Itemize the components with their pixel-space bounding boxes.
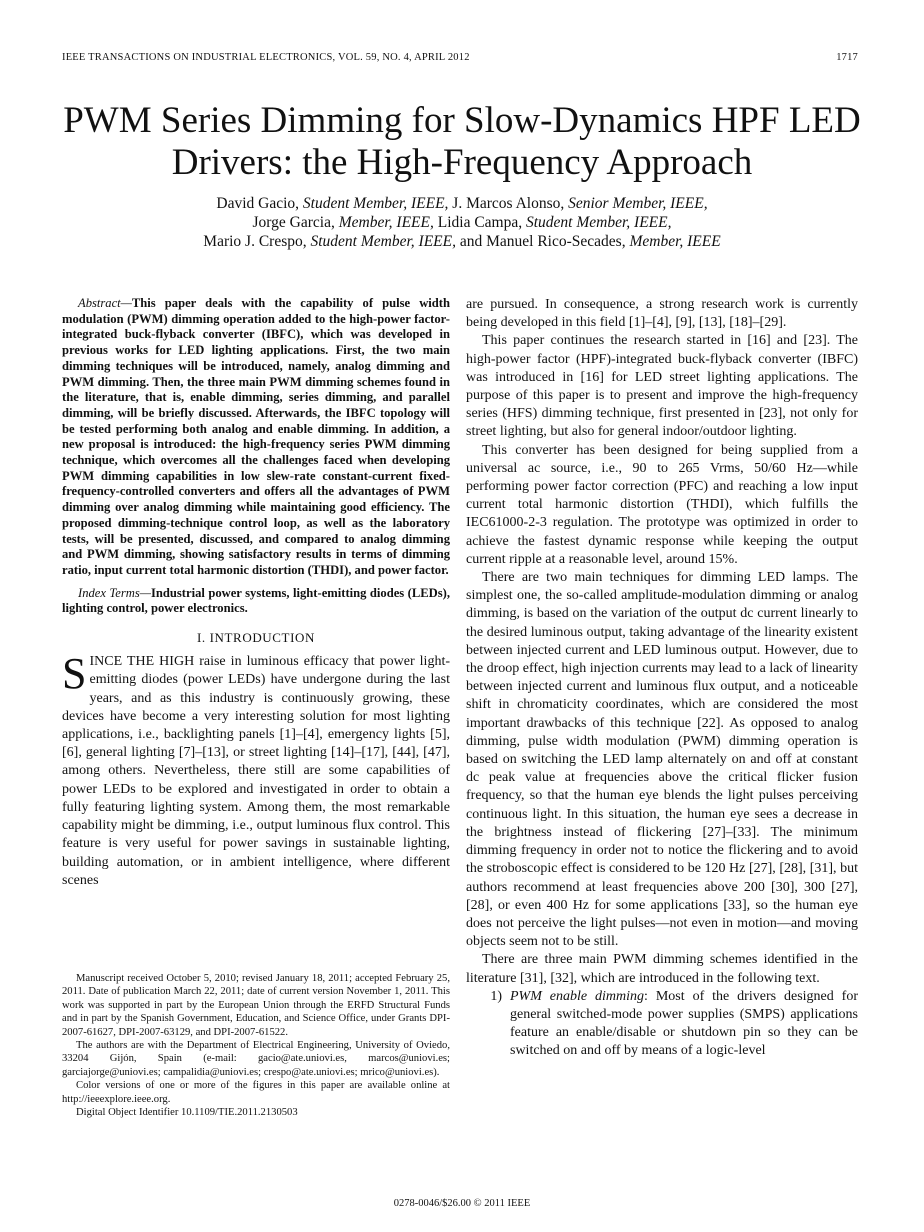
page-number: 1717 bbox=[836, 52, 858, 63]
footnote-affiliation: The authors are with the Department of Electrical Engineering, University of Oviedo, 33204 Gijón, Spain (e-mail: gacio@ate.uniovi.es, marcos@uniovi.es; garciajorge@uniovi.es; campalidia@uniovi.es; crespo@ate.uniovi.es; mrico@uniovi.es). bbox=[62, 1040, 450, 1078]
paper-title bbox=[0, 100, 924, 184]
paragraph: are pursued. In consequence, a strong research work is currently being developed in this field [1]–[4], [9], [13], [18]–[29]. bbox=[466, 297, 858, 331]
paragraph: There are two main techniques for dimming LED lamps. The simplest one, the so-called amplitude-modulation dimming or analog dimming, is based on the variation of the output dc current linearly to the desired luminous output, taking advantage of the linearity existent between injected current and LED luminous output. However, due to the droop effect, high injection currents may lead to a lack of linearity between injected current and luminous flux output, and a noticeable shift in chromaticity coordinates, which are considered the most important drawbacks of this technique [22]. As opposed to analog dimming, pulse width modulation (PWM) dimming operation is based on switching the LED lamp alternately on and off at constant dc peak value at frequencies above the critical flicker fusion frequency, so that the human eye blends the light pulses perceiving continuous light. In this situation, the human eye sees a decrease in the brightness instead of flickering [27]–[33]. The minimum dimming frequency in order not to notice the flickering and to avoid the stroboscopic effect is considered to be 120 Hz [27], [28], [31], but authors recommend at least frequencies above 200 [30], 300 [27], [28], or even 400 Hz for some applications [33], so the human eye does not perceive the light pulses—not even in motion—and moving objects seem not to be still. bbox=[466, 570, 858, 950]
list-number: 1) bbox=[490, 988, 502, 1004]
paragraph: This converter has been designed for being supplied from a universal ac source, i.e., 90 to 265 Vrms, 50/60 Hz—while performing power factor correction (PFC) and reaching a low input current total harmonic distortion (THDI), which fulfills the IEC61000-2-3 regulation. The prototype was optimized in order to achieve the fastest dynamic response while keeping the output current ripple at a reasonable level, around 15%. bbox=[466, 442, 858, 567]
title-line-1: PWM Series Dimming for Slow-Dynamics HPF LED bbox=[63, 100, 861, 141]
list-item bbox=[466, 988, 858, 1061]
author-role: Student Member, IEEE, bbox=[525, 214, 672, 231]
author-name: and Manuel Rico-Secades, bbox=[455, 233, 630, 250]
drop-cap: S bbox=[62, 649, 87, 699]
list-item-text: : Most of the drivers designed for general switched-mode power supplies (SMPS) applications feature an enable/disable or shutdown pin so they can be switched on and off by means of a logic-level bbox=[510, 988, 858, 1059]
left-column bbox=[62, 296, 450, 890]
author-role: Member, IEEE, bbox=[338, 214, 434, 231]
title-line-2: Drivers: the High-Frequency Approach bbox=[171, 142, 753, 183]
author-role: Member, IEEE bbox=[629, 233, 721, 250]
abstract-text: This paper deals with the capability of pulse width modulation (PWM) dimming operation added to the high-power factor-integrated buck-flyback converter (IBFC), which was developed in previous works for LED lighting applications. First, the two main dimming techniques will be introduced, namely, analog dimming and PWM dimming. Then, the three main PWM dimming schemes found in the literature, that is, enable dimming, series dimming, and parallel dimming, will be briefly discussed. Afterwards, the IBFC topology will be tested performing both analog and enable dimming. In addition, a new proposal is introduced: the high-frequency series PWM dimming technique, which overcomes all the challenges faced when developing PWM dimming capabilities in low slew-rate constant-current fixed-frequency-controlled converters and offers all the advantages of PWM dimming over analog dimming while maintaining good efficiency. The proposed dimming-technique control loop, as well as the laboratory tests, will be presented, discussed, and compared to analog dimming and PWM dimming, showing satisfactory results in terms of dimming ratio, input current total harmonic distortion (THDI), and power factor. bbox=[62, 296, 450, 577]
paragraph: This paper continues the research started in [16] and [23]. The high-power factor (HPF)-integrated buck-flyback converter (IBFC) was introduced in [16] for LED street lighting applications. The purpose of this paper is to present and improve the high-frequency series (HFS) dimming technique, first presented in [23], not only for street lighting, but also for general indoor/outdoor lighting. bbox=[466, 333, 858, 440]
abstract-label: Abstract— bbox=[78, 296, 132, 310]
intro-text: INCE THE HIGH raise in luminous efficacy that power light-emitting diodes (power LEDs) have undergone during the last years, and as this industry is continuously growing, these devices have become a very interesting solution for most lighting applications, i.e., backlighting panels [1]–[4], emergency lights [5], [6], general lighting [7]–[13], or street lighting [14]–[17], [44], [47], among others. Nevertheless, there still are some capabilities of power LEDs to be explored and investigated in order to obtain a fully featuring lighting system. Among them, the most remarkable capability might be dimming, i.e., output luminous flux control. This feature is very useful for power savings in sustainable lighting, building automation, or in ambient intelligence, where different scenes bbox=[62, 654, 450, 888]
index-terms-text: Industrial power systems, light-emitting diodes (LEDs), lighting control, power electronics. bbox=[62, 585, 451, 616]
author-role: Student Member, IEEE, bbox=[302, 195, 449, 212]
author-name: Lidia Campa, bbox=[433, 214, 526, 231]
copyright: 0278-0046/$26.00 © 2011 IEEE bbox=[393, 1198, 531, 1209]
running-header bbox=[62, 52, 858, 63]
index-terms bbox=[62, 586, 450, 617]
index-terms-label: Index Terms— bbox=[78, 585, 151, 600]
intro-paragraph bbox=[62, 649, 450, 890]
section-heading: I. INTRODUCTION bbox=[196, 630, 316, 646]
author-name: David Gacio, bbox=[216, 195, 303, 212]
author-list bbox=[0, 194, 924, 251]
footnote-color: Color versions of one or more of the figures in this paper are available online at http://ieeexplore.ieee.org. bbox=[62, 1080, 450, 1105]
footnote-doi: Digital Object Identifier 10.1109/TIE.2011.2130503 bbox=[76, 1107, 298, 1119]
author-name: Jorge Garcia, bbox=[252, 214, 339, 231]
footnote-manuscript: Manuscript received October 5, 2010; revised January 18, 2011; accepted February 25, 2011. Date of publication March 22, 2011; date of current version November 1, 2011. This work was supported in part by the European Union through the ERFD Structural Funds and in part by the Spanish Government, Education, and Science Office, under Grants DPI-2007-61627, DPI-2007-63129, and DPI-2007-61522. bbox=[62, 973, 450, 1038]
right-column bbox=[466, 296, 858, 1061]
author-name: J. Marcos Alonso, bbox=[448, 195, 569, 212]
author-role: Student Member, IEEE, bbox=[310, 233, 456, 250]
author-role: Senior Member, IEEE, bbox=[568, 195, 708, 212]
paragraph: There are three main PWM dimming schemes identified in the literature [31], [32], which are introduced in the following text. bbox=[466, 952, 858, 986]
list-item-label: PWM enable dimming bbox=[510, 988, 645, 1004]
journal-name: IEEE TRANSACTIONS ON INDUSTRIAL ELECTRONICS, VOL. 59, NO. 4, APRIL 2012 bbox=[62, 52, 470, 63]
abstract bbox=[62, 296, 450, 579]
author-name: Mario J. Crespo, bbox=[203, 233, 311, 250]
footnotes bbox=[62, 972, 450, 1119]
